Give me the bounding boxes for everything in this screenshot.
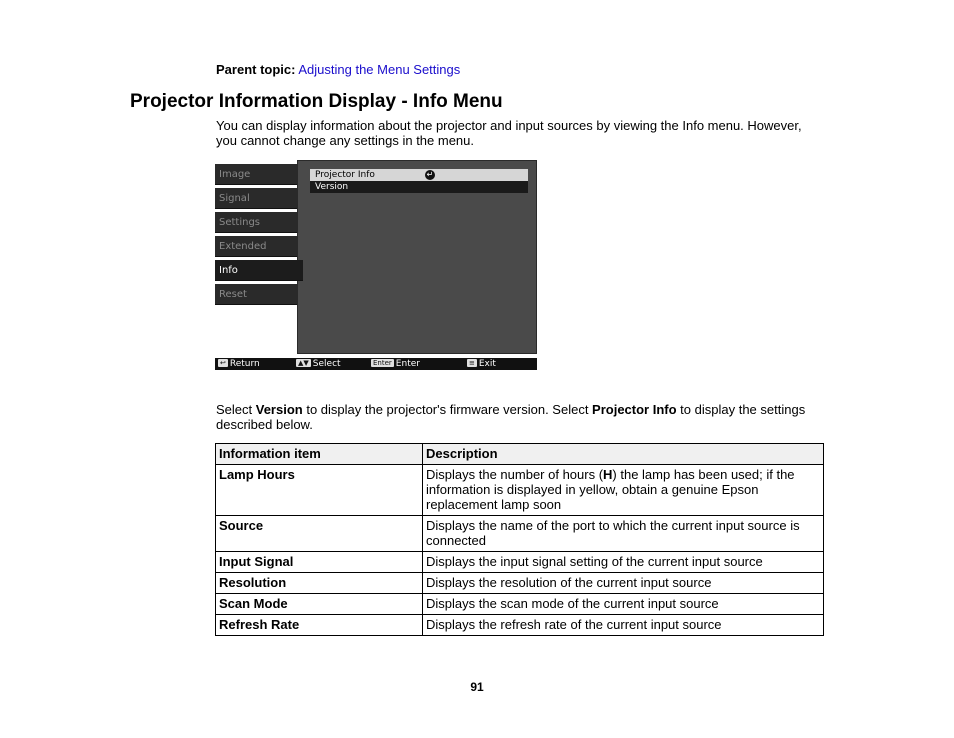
row-item: Scan Mode — [216, 594, 423, 615]
row-description: Displays the name of the port to which the current input source is connected — [423, 516, 824, 552]
parent-topic-link[interactable]: Adjusting the Menu Settings — [298, 62, 461, 77]
row-item: Lamp Hours — [216, 465, 423, 516]
header-description: Description — [423, 444, 824, 465]
table-row — [216, 552, 824, 573]
table-header-row — [216, 444, 824, 465]
row-item: Source — [216, 516, 423, 552]
osd-menu-extended: Extended — [215, 236, 297, 257]
osd-row-projector-info — [310, 169, 528, 181]
osd-menu-signal: Signal — [215, 188, 297, 209]
osd-menu-reset: Reset — [215, 284, 297, 305]
table-row — [216, 594, 824, 615]
row-item: Refresh Rate — [216, 615, 423, 636]
row-description: Displays the refresh rate of the current input source — [423, 615, 824, 636]
projector-info-term: Projector Info — [592, 402, 677, 417]
osd-row-projector-info-label: Projector Info — [315, 170, 375, 180]
table-row — [216, 465, 824, 516]
osd-menu-image: Image — [215, 164, 297, 185]
osd-help-bar — [215, 358, 537, 370]
osd-info-panel — [297, 160, 537, 354]
enter-key-icon: Enter — [373, 359, 392, 367]
page-number: 91 — [470, 680, 484, 694]
osd-menu-info: Info — [215, 260, 303, 281]
select-paragraph: Select Version to display the projector's firmware version. Select Projector Info to display the settings described below. — [216, 402, 806, 432]
parent-topic-label: Parent topic: — [216, 62, 296, 77]
projector-menu-screenshot — [215, 160, 537, 371]
table-row — [216, 516, 824, 552]
osd-return-hint: ↩ Return — [220, 359, 260, 369]
version-term: Version — [255, 402, 303, 417]
table-row — [216, 573, 824, 594]
enter-arrow-icon: ↵ — [426, 170, 434, 179]
row-item: Resolution — [216, 573, 423, 594]
header-information-item: Information item — [216, 444, 423, 465]
info-table — [215, 443, 824, 636]
return-key-icon: ↩ — [220, 359, 226, 367]
osd-menu-settings: Settings — [215, 212, 297, 233]
parent-topic — [216, 62, 460, 78]
osd-exit-hint: ≡ Exit — [469, 359, 496, 369]
osd-row-version: Version — [310, 181, 528, 193]
row-description: Displays the number of hours (H) the lamp has been used; if the information is displayed in yellow, obtain a genuine Epson replacement lamp soon — [423, 465, 824, 516]
row-item: Input Signal — [216, 552, 423, 573]
up-down-arrows-icon: ▲▼ — [298, 359, 309, 367]
page-title: Projector Information Display - Info Menu — [130, 91, 503, 112]
row-description: Displays the input signal setting of the current input source — [423, 552, 824, 573]
row-description: Displays the resolution of the current input source — [423, 573, 824, 594]
intro-paragraph: You can display information about the projector and input sources by viewing the Info menu. However, you cannot change any settings in the menu. — [216, 118, 802, 148]
osd-select-hint: ▲▼ Select — [298, 359, 341, 369]
menu-key-icon: ≡ — [469, 359, 475, 367]
row-description: Displays the scan mode of the current input source — [423, 594, 824, 615]
table-row — [216, 615, 824, 636]
osd-enter-hint: Enter Enter — [373, 359, 420, 369]
